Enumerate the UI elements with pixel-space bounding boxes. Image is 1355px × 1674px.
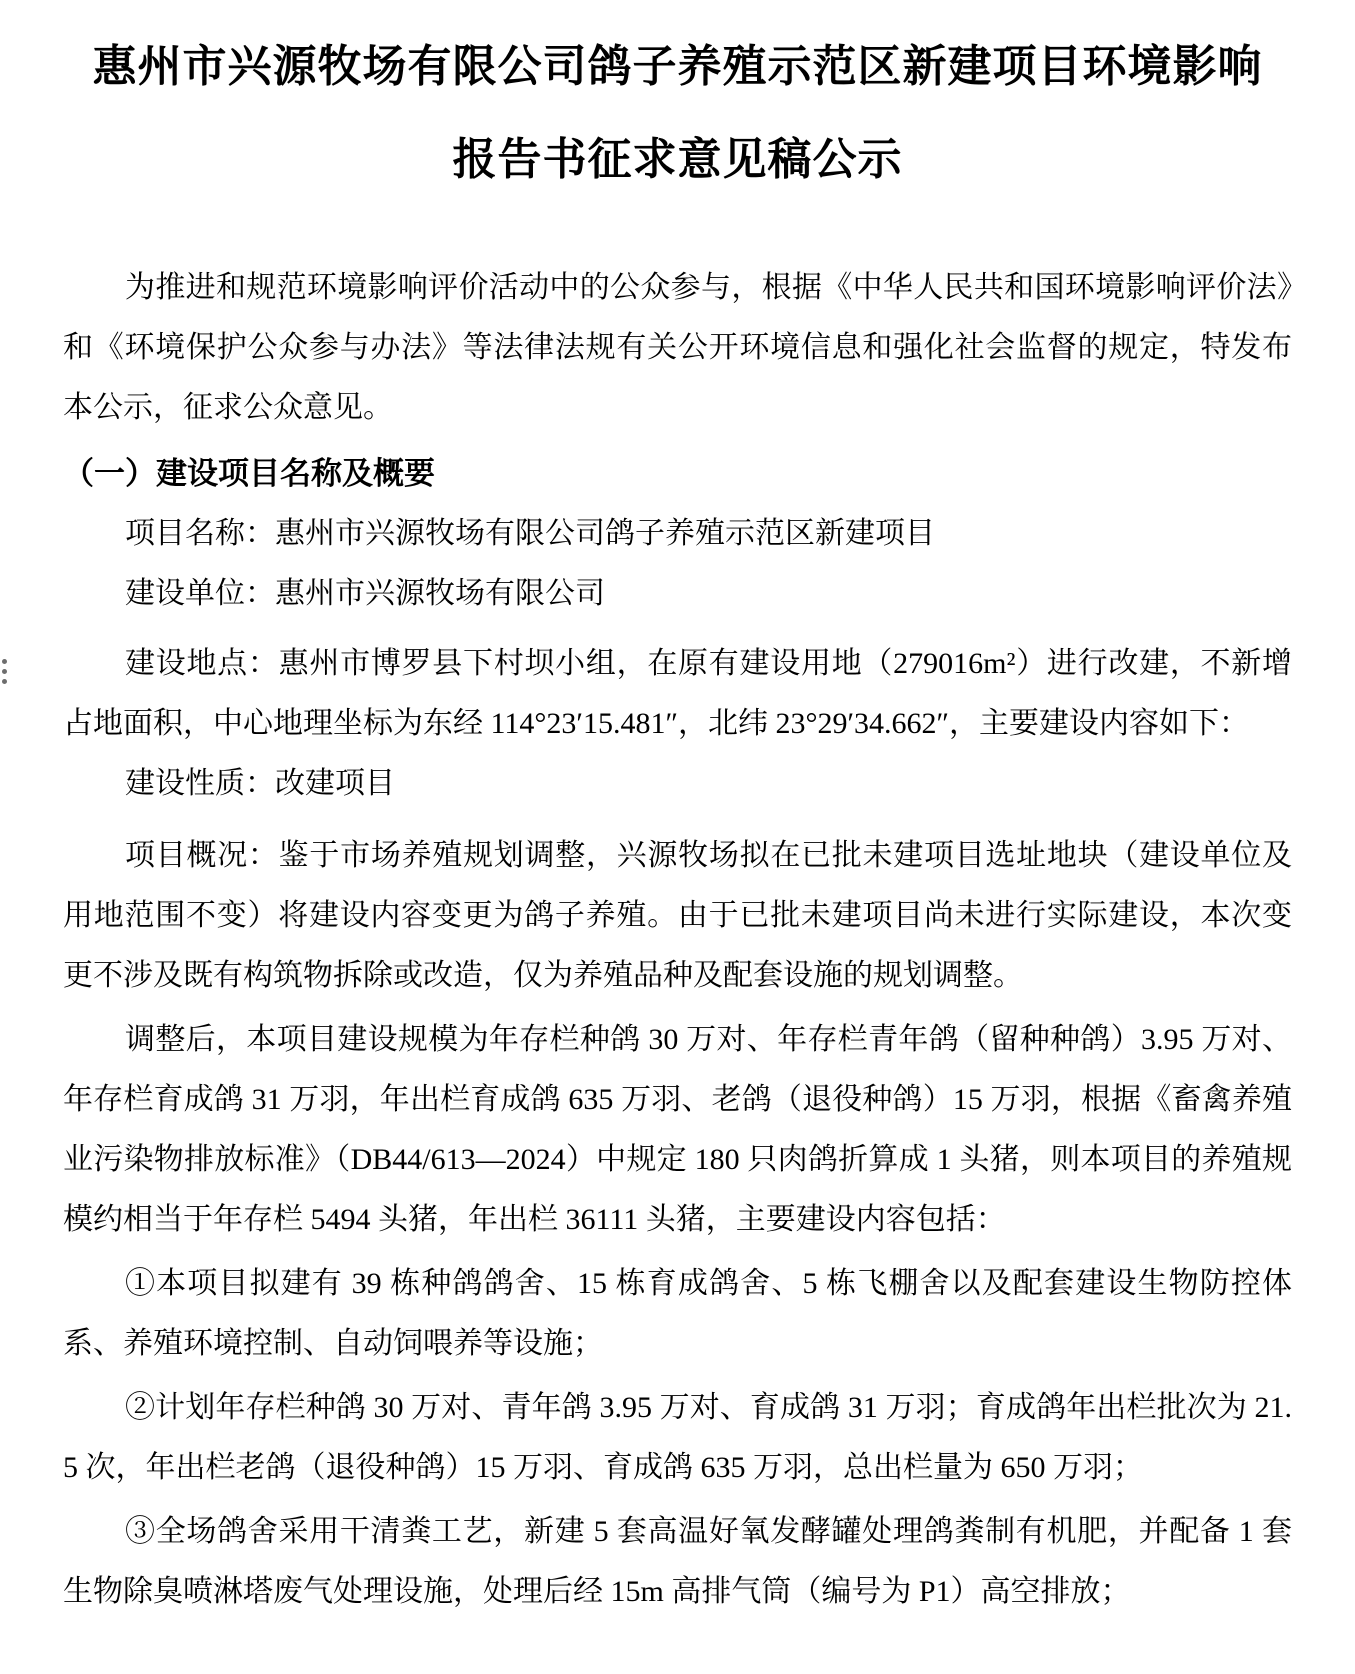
- document-title: [63, 20, 1292, 206]
- paragraph-construction-nature: 建设性质：改建项目: [125, 767, 395, 800]
- dot-icon: [2, 679, 7, 684]
- title-line-2: 报告书征求意见稿公示: [452, 135, 903, 184]
- section-heading-project-overview: （一）建设项目名称及概要: [63, 456, 435, 491]
- paragraph-item-1: ①本项目拟建有 39 栋种鸽鸽舍、15 栋育成鸽舍、5 栋飞棚舍以及配套建设生物防控体系、养殖环境控制、自动饲喂养等设施；: [63, 1267, 1292, 1360]
- paragraph-project-summary: 项目概况：鉴于市场养殖规划调整，兴源牧场拟在已批未建项目选址地块（建设单位及用地范围不变）将建设内容变更为鸽子养殖。由于已批未建项目尚未进行实际建设，本次变更不涉及既有构筑物拆除或改造，仅为养殖品种及配套设施的规划调整。: [63, 839, 1292, 992]
- dot-icon: [2, 669, 7, 674]
- paragraph-item-3: ③全场鸽舍采用干清粪工艺，新建 5 套高温好氧发酵罐处理鸽粪制有机肥，并配备 1 套生物除臭喷淋塔废气处理设施，处理后经 15m 高排气筒（编号为 P1）高空排放；: [63, 1515, 1292, 1608]
- title-line-1: 惠州市兴源牧场有限公司鸽子养殖示范区新建项目环境影响: [92, 42, 1263, 91]
- paragraph-construction-location: 建设地点：惠州市博罗县下村坝小组，在原有建设用地（279016m²）进行改建，不新增占地面积，中心地理坐标为东经 114°23′15.481″，北纬 23°29′34.662″，主要建设内容如下：: [63, 647, 1292, 740]
- paragraph-intro: 为推进和规范环境影响评价活动中的公众参与，根据《中华人民共和国环境影响评价法》和《环境保护公众参与办法》等法律法规有关公开环境信息和强化社会监督的规定，特发布本公示，征求公众意见。: [63, 271, 1292, 424]
- paragraph-adjusted-scale: 调整后，本项目建设规模为年存栏种鸽 30 万对、年存栏青年鸽（留种种鸽）3.95 万对、年存栏育成鸽 31 万羽，年出栏育成鸽 635 万羽、老鸽（退役种鸽）15 万羽，根据《畜禽养殖业污染物排放标准》（DB44/613—2024）中规定 180 只肉鸽折算成 1 头猪，则本项目的养殖规模约相当于年存栏 5494 头猪，年出栏 36111 头猪，主要建设内容包括：: [63, 1023, 1292, 1236]
- paragraph-project-name: 项目名称：惠州市兴源牧场有限公司鸽子养殖示范区新建项目: [125, 517, 935, 550]
- paragraph-item-2: ②计划年存栏种鸽 30 万对、青年鸽 3.95 万对、育成鸽 31 万羽；育成鸽年出栏批次为 21.5 次，年出栏老鸽（退役种鸽）15 万羽、育成鸽 635 万羽，总出栏量为 650 万羽；: [63, 1391, 1292, 1484]
- dot-icon: [2, 659, 7, 664]
- paragraph-construction-unit: 建设单位：惠州市兴源牧场有限公司: [125, 577, 605, 610]
- left-margin-dots: [2, 659, 10, 689]
